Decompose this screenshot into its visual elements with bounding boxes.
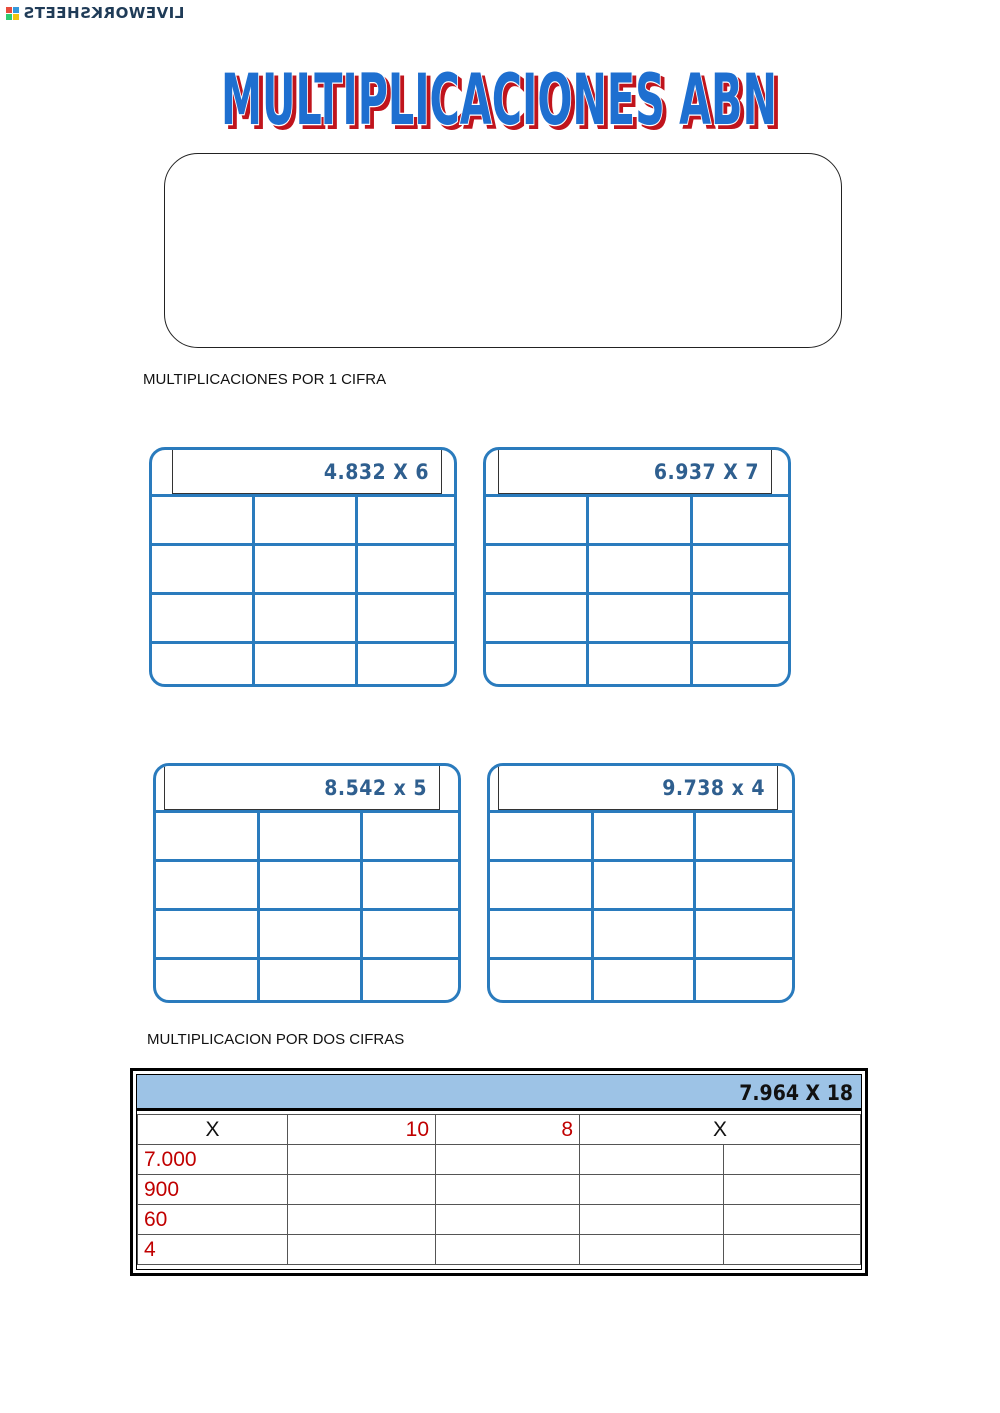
grid-line [257,810,260,1000]
header-cell-x: X [138,1115,288,1145]
brand-square [13,14,19,20]
answer-cell[interactable] [724,1235,861,1265]
brand-square [6,7,12,13]
card-grid[interactable] [156,810,458,1000]
answer-cell[interactable] [580,1205,724,1235]
answer-cell[interactable] [436,1145,580,1175]
grid-line [156,908,458,911]
abn-card [487,763,795,1003]
grid-line [355,494,358,684]
grid-line [152,543,454,546]
answer-cell[interactable] [580,1175,724,1205]
grid-line [490,810,792,813]
grid-line [486,592,788,595]
abn-card [483,447,791,687]
answer-cell[interactable] [288,1145,436,1175]
grid-line [152,592,454,595]
answer-cell[interactable] [288,1175,436,1205]
title-text: MULTIPLICACIONES ABN [221,59,777,140]
row-label: 4 [138,1235,288,1265]
brand-square [6,14,12,20]
grid-line [486,543,788,546]
table-frame [136,1074,862,1270]
header-cell-tens: 10 [288,1115,436,1145]
grid-line [156,810,458,813]
table-row [138,1235,861,1265]
card-operation: 9.738 x 4 [498,766,778,810]
grid-line [591,810,594,1000]
answer-cell[interactable] [436,1235,580,1265]
grid-line [490,859,792,862]
brand-logo [6,2,184,24]
grid-line [360,810,363,1000]
brand-name: LIVEWORKSHEETS [23,4,185,22]
answer-box[interactable] [164,153,842,348]
brand-squares-icon [6,7,19,20]
page-title [0,48,1000,140]
header-cell-x-total: X [580,1115,861,1145]
grid-line [152,641,454,644]
card-operation: 8.542 x 5 [164,766,440,810]
grid-line [586,494,589,684]
answer-cell[interactable] [288,1235,436,1265]
grid-line [486,494,788,497]
card-grid[interactable] [490,810,792,1000]
grid-line [156,859,458,862]
abn-card [149,447,457,687]
answer-cell[interactable] [288,1205,436,1235]
section-label-two-digit: MULTIPLICACION POR DOS CIFRAS [147,1031,405,1048]
card-operation: 6.937 X 7 [498,450,772,494]
row-label: 60 [138,1205,288,1235]
grid-line [693,810,696,1000]
grid-line [152,494,454,497]
card-grid[interactable] [152,494,454,684]
answer-cell[interactable] [580,1145,724,1175]
grid-line [252,494,255,684]
answer-cell[interactable] [436,1175,580,1205]
two-digit-table [130,1068,868,1276]
answer-cell[interactable] [436,1205,580,1235]
table-grid [137,1114,861,1265]
title-shadow: MULTIPLICACIONES ABN [225,63,781,140]
table-header-row [138,1115,861,1145]
title-art [210,48,790,140]
answer-cell[interactable] [724,1205,861,1235]
row-label: 900 [138,1175,288,1205]
grid-line [490,908,792,911]
table-operation: 7.964 X 18 [137,1075,861,1111]
answer-cell[interactable] [724,1145,861,1175]
table-row [138,1145,861,1175]
row-label: 7.000 [138,1145,288,1175]
card-grid[interactable] [486,494,788,684]
grid-line [490,957,792,960]
grid-line [156,957,458,960]
answer-cell[interactable] [580,1235,724,1265]
brand-square [13,7,19,13]
header-cell-units: 8 [436,1115,580,1145]
section-label-one-digit: MULTIPLICACIONES POR 1 CIFRA [143,371,387,388]
card-operation: 4.832 X 6 [172,450,442,494]
table-row [138,1175,861,1205]
abn-card [153,763,461,1003]
answer-cell[interactable] [724,1175,861,1205]
grid-line [690,494,693,684]
grid-line [486,641,788,644]
table-row [138,1205,861,1235]
